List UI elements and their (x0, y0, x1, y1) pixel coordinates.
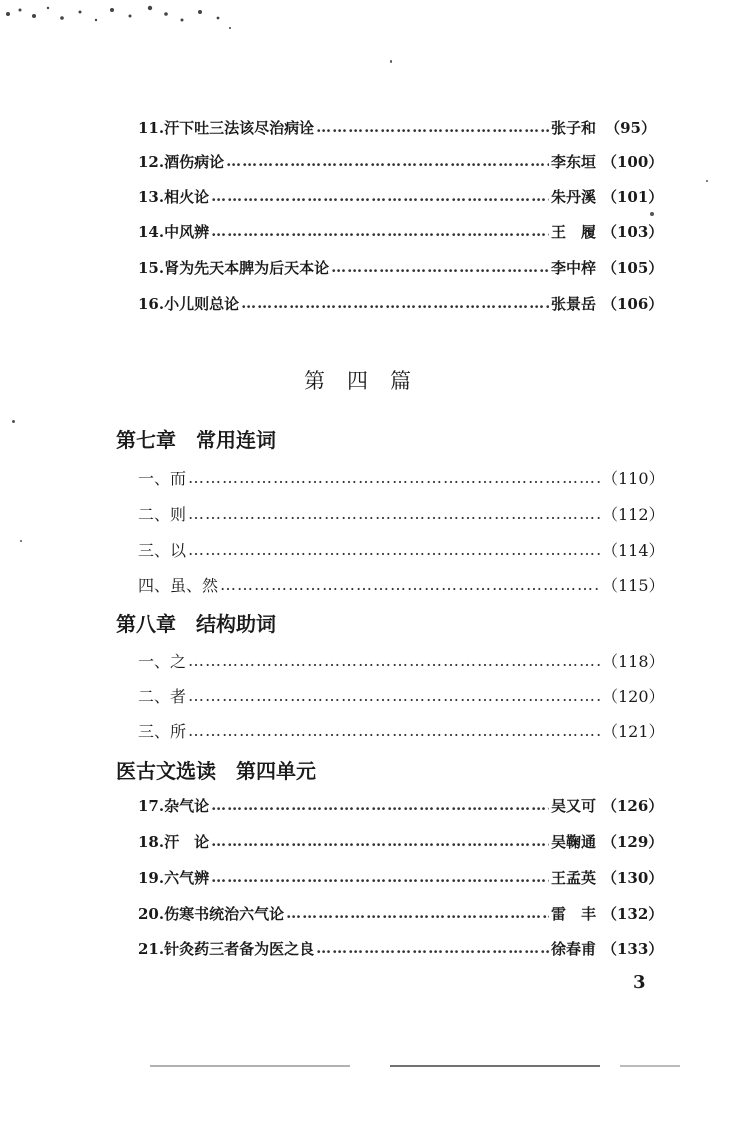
toc-entry-15[interactable] (138, 254, 664, 280)
page-number: 3 (633, 972, 646, 993)
toc-entry-21[interactable] (138, 935, 664, 961)
entry-page: （133） (602, 939, 664, 958)
entry-page: （103） (602, 222, 664, 241)
scan-speck (706, 180, 708, 182)
entry-title: 三、所 (138, 721, 187, 741)
reading-unit-heading[interactable]: 医古文选读 第四单元 (116, 759, 316, 783)
scan-speck (390, 60, 392, 63)
leader-dots (241, 294, 549, 312)
entry-title: 14.中风辨 (138, 222, 210, 241)
leader-dots (286, 904, 549, 922)
entry-page: （112） (602, 504, 665, 524)
entry-title: 18.汗 论 (138, 832, 210, 851)
toc-entry-14[interactable] (138, 218, 664, 244)
toc-entry-18[interactable] (138, 828, 664, 854)
leader-dots (188, 651, 600, 670)
leader-dots (316, 118, 549, 136)
entry-page: （95） (605, 118, 656, 137)
entry-title: 12.酒伤病论 (138, 152, 225, 171)
entry-title: 15.肾为先天本脾为后天本论 (138, 258, 330, 277)
entry-page: （129） (602, 832, 664, 851)
leader-dots (211, 222, 549, 240)
leader-dots (211, 187, 549, 205)
entry-page: （130） (602, 868, 664, 887)
entry-title: 17.杂气论 (138, 796, 210, 815)
toc-entry-ch7-3[interactable] (138, 536, 665, 562)
entry-page: （120） (602, 686, 665, 706)
entry-title: 四、虽、然 (138, 575, 219, 595)
leader-dots (316, 939, 549, 957)
leader-dots (188, 686, 600, 705)
toc-entry-ch7-2[interactable] (138, 500, 665, 526)
entry-page: （110） (602, 468, 665, 488)
leader-dots (220, 575, 600, 594)
entry-page: （114） (602, 540, 665, 560)
entry-title: 三、以 (138, 540, 187, 560)
entry-author: 雷 丰 (550, 904, 596, 923)
toc-entry-ch8-3[interactable] (138, 717, 665, 743)
leader-dots (211, 796, 549, 814)
entry-title: 二、者 (138, 686, 187, 706)
entry-author: 张子和 (550, 118, 596, 137)
scan-speck (20, 540, 22, 542)
scan-speck (650, 212, 654, 216)
chapter-7-heading[interactable]: 第七章 常用连词 (116, 428, 276, 452)
toc-entry-17[interactable] (138, 792, 664, 818)
leader-dots (188, 468, 600, 487)
entry-page: （100） (602, 152, 664, 171)
entry-title: 19.六气辨 (138, 868, 210, 887)
chapter-8-heading[interactable]: 第八章 结构助词 (116, 612, 276, 636)
toc-entry-11[interactable] (138, 114, 656, 140)
toc-entry-ch7-1[interactable] (138, 464, 665, 490)
entry-title: 二、则 (138, 504, 187, 524)
leader-dots (331, 258, 549, 276)
entry-page: （106） (602, 294, 664, 313)
entry-author: 张景岳 (550, 294, 596, 313)
entry-author: 徐春甫 (550, 939, 596, 958)
entry-page: （115） (602, 575, 665, 595)
entry-title: 16.小儿则总论 (138, 294, 240, 313)
toc-entry-16[interactable] (138, 290, 664, 316)
toc-entry-ch8-1[interactable] (138, 647, 665, 673)
entry-author: 李中梓 (550, 258, 596, 277)
scan-noise-bottom (0, 1064, 737, 1068)
toc-entry-12[interactable] (138, 148, 664, 174)
toc-entry-13[interactable] (138, 183, 664, 209)
entry-author: 吴又可 (550, 796, 596, 815)
toc-entry-19[interactable] (138, 864, 664, 890)
leader-dots (211, 868, 549, 886)
leader-dots (188, 504, 600, 523)
entry-author: 王孟英 (550, 868, 596, 887)
toc-entry-ch7-4[interactable] (138, 571, 665, 597)
leader-dots (226, 152, 549, 170)
entry-page: （126） (602, 796, 664, 815)
entry-page: （121） (602, 721, 665, 741)
entry-author: 王 履 (550, 222, 596, 241)
entry-title: 一、之 (138, 651, 187, 671)
leader-dots (211, 832, 549, 850)
entry-author: 朱丹溪 (550, 187, 596, 206)
entry-author: 李东垣 (550, 152, 596, 171)
entry-title: 一、而 (138, 468, 187, 488)
entry-page: （101） (602, 187, 664, 206)
entry-title: 11.汗下吐三法该尽治病诠 (138, 118, 315, 137)
scan-speck (12, 420, 15, 423)
entry-title: 13.相火论 (138, 187, 210, 206)
entry-page: （132） (602, 904, 664, 923)
leader-dots (188, 540, 600, 559)
entry-title: 20.伤寒书统治六气论 (138, 904, 285, 923)
entry-page: （105） (602, 258, 664, 277)
leader-dots (188, 721, 600, 740)
entry-author: 吴鞠通 (550, 832, 596, 851)
toc-entry-20[interactable] (138, 900, 664, 926)
entry-title: 21.针灸药三者备为医之良 (138, 939, 315, 958)
part-title: 第四篇 (304, 369, 433, 393)
toc-entry-ch8-2[interactable] (138, 682, 665, 708)
entry-page: （118） (602, 651, 665, 671)
scan-noise-top (0, 0, 240, 40)
